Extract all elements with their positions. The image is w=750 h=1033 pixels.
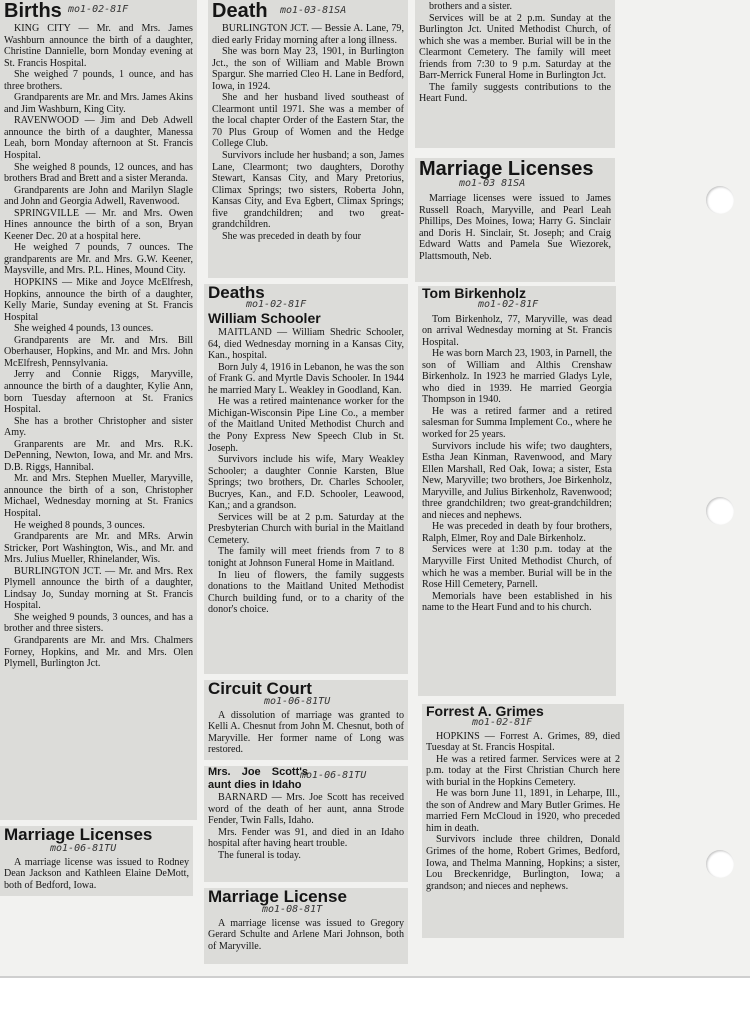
birkenholz-handwritten-note: mo1-02-81F bbox=[478, 298, 539, 310]
scott-clipping bbox=[204, 766, 408, 882]
paragraph: MAITLAND — William Shedric Schooler, 64, died Wednesday morning in a Kansas City, Kan., hospital. bbox=[208, 327, 404, 362]
marriage-licenses-2-title: Marriage Licenses bbox=[419, 158, 594, 180]
paragraph: He was preceded in death by four brothers, Ralph, Elmer, Roy and Dale Birkenholz. bbox=[422, 521, 612, 544]
grimes-clipping bbox=[422, 704, 624, 938]
paragraph: Grandparents are Mr. and MRs. Arwin Stricker, Port Washington, Wis., and Mr. and Mrs. Julius Mueller, Rhinelander, Wis. bbox=[4, 531, 193, 566]
paragraph: She weighed 7 pounds, 1 ounce, and has three brothers. bbox=[4, 69, 193, 92]
paragraph: A marriage license was issued to Rodney Dean Jackson and Kathleen Elaine DeMott, both of Bedford, Iowa. bbox=[4, 856, 189, 891]
paragraph: BARNARD — Mrs. Joe Scott has received word of the death of her aunt, anna Strode Fender, Twin Falls, Idaho. bbox=[208, 792, 404, 827]
paragraph: Born July 4, 1916 in Lebanon, he was the son of Frank G. and Myrtle Davis Schooler. In 1944 he married Mary L. Weakley in Goodland, Kan. bbox=[208, 361, 404, 396]
death-lane-continued-clipping bbox=[415, 0, 615, 148]
grimes-handwritten-note: mo1-02-81F bbox=[472, 716, 533, 728]
marriage-license-3-handwritten-note: mo1-08-81T bbox=[262, 903, 323, 915]
paragraph: The family will meet friends from 7 to 8 tonight at Johnson Funeral Home in Maitland. bbox=[208, 546, 404, 570]
binder-hole-bottom bbox=[706, 850, 734, 878]
paragraph: RAVENWOOD — Jim and Deb Adwell announce the birth of a daughter, Manessa Leah, born Monday afternoon at St. Francis Hospital. bbox=[4, 115, 193, 162]
marriage-license-3-clipping bbox=[204, 888, 408, 964]
births-header bbox=[4, 0, 193, 22]
paragraph: Services will be at 2 p.m. Saturday at the Presbyterian Church with burial in the Maitland Cemetery. bbox=[208, 511, 404, 546]
paragraph: Tom Birkenholz, 77, Maryville, was dead on arrival Wednesday morning at St. Francis Hospital. bbox=[422, 313, 612, 348]
paragraph: Granparents are Mr. and Mrs. R.K. DePenning, Newton, Iowa, and Mr. and Mrs. D.B. Riggs, Hannibal. bbox=[4, 438, 193, 473]
paragraph: She was born May 23, 1901, in Burlington Jct., the son of William and Mable Brown Spargur. She married Cleo H. Lane in Bedford, Iowa, in 1924. bbox=[212, 46, 404, 92]
scott-handwritten-note: mo1-06-81TU bbox=[300, 770, 367, 781]
paragraph: Grandparents are John and Marilyn Slagle and John and Georgia Adwell, Ravenwood. bbox=[4, 184, 193, 208]
paragraph: brothers and a sister. bbox=[429, 1, 512, 12]
marriage-licenses-handwritten-note: mo1-06-81TU bbox=[50, 842, 117, 854]
paragraph: Grandparents are Mr. and Mrs. Chalmers Forney, Hopkins, and Mr. and Mrs. Olen Plymell, Burlington Jct. bbox=[4, 634, 193, 670]
paragraph: Services were at 1:30 p.m. today at the Maryville First United Methodist Church, of which he was a member. Burial will be in the Rose Hill Cemetery, Parnell. bbox=[422, 544, 612, 591]
paragraph: In lieu of flowers, the family suggests donations to the Maitland United Methodist Church building fund, or to a charity of the donor's choice. bbox=[208, 569, 404, 616]
deaths-schooler-handwritten-note: mo1-02-81F bbox=[246, 298, 307, 310]
paragraph: Mr. and Mrs. Stephen Mueller, Maryville, announce the birth of a son, Christopher Michael, Wednesday morning at St. Franics Hospital. bbox=[4, 473, 193, 519]
birkenholz-clipping bbox=[418, 286, 616, 696]
paragraph: Mrs. Fender was 91, and died in an Idaho hospital after having heart trouble. bbox=[208, 826, 404, 850]
birkenholz-body bbox=[422, 314, 612, 614]
paragraph: She was preceded in death by four bbox=[222, 230, 362, 242]
paragraph: He was born March 23, 1903, in Parnell, the son of William and Althis Crenshaw Birkenholz. In 1923 he married Gladys Lyle, who died in 1939. He married Georgia Thompson in 1940. bbox=[422, 348, 612, 406]
paragraph: He weighed 7 pounds, 7 ounces. The grandparents are Mr. and Mrs. G.W. Keener, Maysville, and Mrs. P.L. Hines, Mound City. bbox=[4, 242, 193, 277]
paragraph: Survivors include her husband; a son, James Lane, Clearmont; two daughters, Dorothy Stewart, Kansas City, and Mary Pretorius, Climax Springs; two sisters, Roberta John, Kansas City, and Eva Egbert, Climax Springs; five grandchildren; and two great-grandchildren. bbox=[212, 150, 404, 231]
paragraph: BURLINGTON JCT. — Mr. and Mrs. Rex Plymell announce the birth of a daughter, Lindsay Jo, Sunday morning at St. Francis Hospital. bbox=[4, 565, 193, 612]
circuit-court-handwritten-note: mo1-06-81TU bbox=[264, 695, 331, 707]
paragraph: Jerry and Connie Riggs, Maryville, announce the birth of a daughter, Kylie Ann, born Tuesday afternoon at St. Franics Hospital. bbox=[4, 369, 193, 416]
paragraph: KING CITY — Mr. and Mrs. James Washburn announce the birth of a daughter, Christine Dannielle, born Monday evening at St. Francis Hospital. bbox=[4, 23, 193, 69]
paragraph: She weighed 4 pounds, 13 ounces. bbox=[14, 323, 154, 335]
paragraph: Survivors include his wife, Mary Weakley Schooler; a daughter Connie Karsten, Blue Springs; two brothers, Dr. Charles Schooler, Bucryes, Kan., and F.D. Schooler, Leawood, Kan,; and a grandson. bbox=[208, 454, 404, 512]
deaths-schooler-title: Deaths bbox=[208, 284, 265, 302]
marriage-licenses-body bbox=[4, 857, 189, 892]
birkenholz-title: Tom Birkenholz bbox=[422, 286, 526, 301]
paragraph: He was born June 11, 1891, in Leharpe, Ill., the son of Andrew and Mary Butler Grimes. He married Fern McCloud in 1920, who preceded him in death. bbox=[426, 788, 620, 834]
scott-body bbox=[208, 792, 404, 861]
paragraph: The family suggests contributions to the Heart Fund. bbox=[419, 81, 611, 105]
paragraph: She and her husband lived southeast of Clearmont until 1971. She was a member of the local chapter Order of the Eastern Star, the 70 Plus Group of Women and the Hedge College Club. bbox=[212, 92, 404, 150]
paragraph: The funeral is today. bbox=[218, 849, 301, 861]
births-body bbox=[4, 23, 193, 670]
paragraph: Marriage licenses were issued to James Russell Roach, Maryville, and Pearl Leah Phillips, Des Moines, Iowa; Harry G. Sinclair and Doris H. Sinclair, St. Joseph; and Craig Edward Watts and Pamela Sue Wiezorek, Plattsmouth, Neb. bbox=[419, 193, 611, 262]
paragraph: Memorials have been established in his name to the Heart Fund and to his church. bbox=[422, 590, 612, 614]
paragraph: He was a retired maintenance worker for the Michigan-Wisconsin Pipe Line Co., a member of the Maitland United Methodist Church and the Pony Express New Speech Club in St. Joseph. bbox=[208, 396, 404, 454]
marriage-license-3-title: Marriage License bbox=[208, 888, 347, 906]
grimes-title: Forrest A. Grimes bbox=[426, 704, 544, 719]
death-lane-handwritten-note: mo1-03-81SA bbox=[280, 5, 347, 16]
paragraph: HOPKINS — Forrest A. Grimes, 89, died Tuesday at St. Francis Hospital. bbox=[426, 730, 620, 754]
deaths-schooler-subtitle: William Schooler bbox=[208, 309, 321, 326]
marriage-license-3-body bbox=[208, 918, 404, 953]
paragraph: He was a retired farmer. Services were at 2 p.m. today at the First Christian Church here with burial in the Hopkins Cemetery. bbox=[426, 753, 620, 788]
circuit-court-title: Circuit Court bbox=[208, 680, 312, 698]
marriage-licenses-2-clipping bbox=[415, 158, 615, 282]
binder-hole-top bbox=[706, 186, 734, 214]
paragraph: He weighed 8 pounds, 3 ounces. bbox=[14, 519, 145, 531]
scott-title: Mrs. Joe Scott's aunt dies in Idaho bbox=[208, 766, 308, 791]
births-title: Births bbox=[4, 0, 62, 22]
deaths-schooler-body bbox=[208, 327, 404, 616]
births-clipping bbox=[0, 0, 197, 820]
paragraph: She weighed 9 pounds, 3 ounces, and has a brother and three sisters. bbox=[4, 611, 193, 635]
paragraph: A marriage license was issued to Gregory Gerard Schulte and Arlene Mari Johnson, both of Maryville. bbox=[208, 917, 404, 952]
paragraph: Survivors include his wife; two daughters, Estha Jean Kinman, Ravenwood, and Mary Ellen Marshall, Red Oak, Iowa; a sister, Esta New, Maryville; two brothers, Joe Birkenholz, Maryville, and Julius Birkenholz, Ravenwood; three grandchildren; two great-grandchildren; and nieces and nephews. bbox=[422, 440, 612, 521]
paragraph: A dissolution of marriage was granted to Kelli A. Chesnut from John M. Chesnut, both of Maryville. Her former name of Long was restored. bbox=[208, 709, 404, 756]
marriage-licenses-title: Marriage Licenses bbox=[4, 826, 153, 844]
deaths-schooler-clipping bbox=[204, 284, 408, 674]
paragraph: SPRINGVILLE — Mr. and Mrs. Owen Hines announce the birth of a son, Bryan Keener Dec. 20 at a hospital here. bbox=[4, 207, 193, 242]
paragraph: He was a retired farmer and a retired salesman for Summa Implement Co., where he worked for 25 years. bbox=[422, 405, 612, 441]
page-edge bbox=[0, 976, 750, 978]
marriage-licenses-clipping bbox=[0, 826, 193, 896]
births-handwritten-note: mo1-02-81F bbox=[68, 4, 129, 15]
paragraph: Grandparents are Mr. and Mrs. James Akins and Jim Washburn, King City. bbox=[4, 92, 193, 115]
paragraph: She has a brother Christopher and sister Amy. bbox=[4, 415, 193, 439]
death-lane-body bbox=[212, 23, 404, 242]
death-lane-continued-body bbox=[419, 1, 611, 105]
paragraph: Survivors include three children, Donald Grimes of the home, Robert Grimes, Bedford, Iowa, and Thelma Manning, Hopkins; a sister, Lou Breckenridge, Burlington, Iowa; a grandson; and nieces and nephews. bbox=[426, 834, 620, 892]
paragraph: Services will be at 2 p.m. Sunday at the Burlington Jct. United Methodist Church, of which she was a member. Burial will be in the Clearmont Cemetery. The family will meet friends from 7:30 to 9 p.m. Saturday at the Barr-Merrick Funeral Home in Burlington Jct. bbox=[419, 12, 611, 82]
paragraph: She weighed 8 pounds, 12 ounces, and has brothers Brad and Brett and a sister Meranda. bbox=[4, 161, 193, 185]
death-lane-title: Death bbox=[212, 0, 268, 22]
circuit-court-clipping bbox=[204, 680, 408, 760]
grimes-body bbox=[426, 731, 620, 893]
circuit-court-body bbox=[208, 710, 404, 756]
paragraph: HOPKINS — Mike and Joyce McElfresh, Hopkins, announce the birth of a daughter, Kelly Marie, Sunday evening at St. Francis Hospital bbox=[4, 277, 193, 323]
marriage-licenses-2-handwritten-note: mo1-03 81SA bbox=[459, 178, 526, 189]
paragraph: BURLINGTON JCT. — Bessie A. Lane, 79, died early Friday morning after a long illness. bbox=[212, 23, 404, 46]
marriage-licenses-2-body bbox=[419, 193, 611, 262]
binder-hole-middle bbox=[706, 497, 734, 525]
death-lane-clipping bbox=[208, 0, 408, 278]
paragraph: Grandparents are Mr. and Mrs. Bill Oberhauser, Hopkins, and Mr. and Mrs. John McElfresh, Pennsylvania. bbox=[4, 334, 193, 369]
